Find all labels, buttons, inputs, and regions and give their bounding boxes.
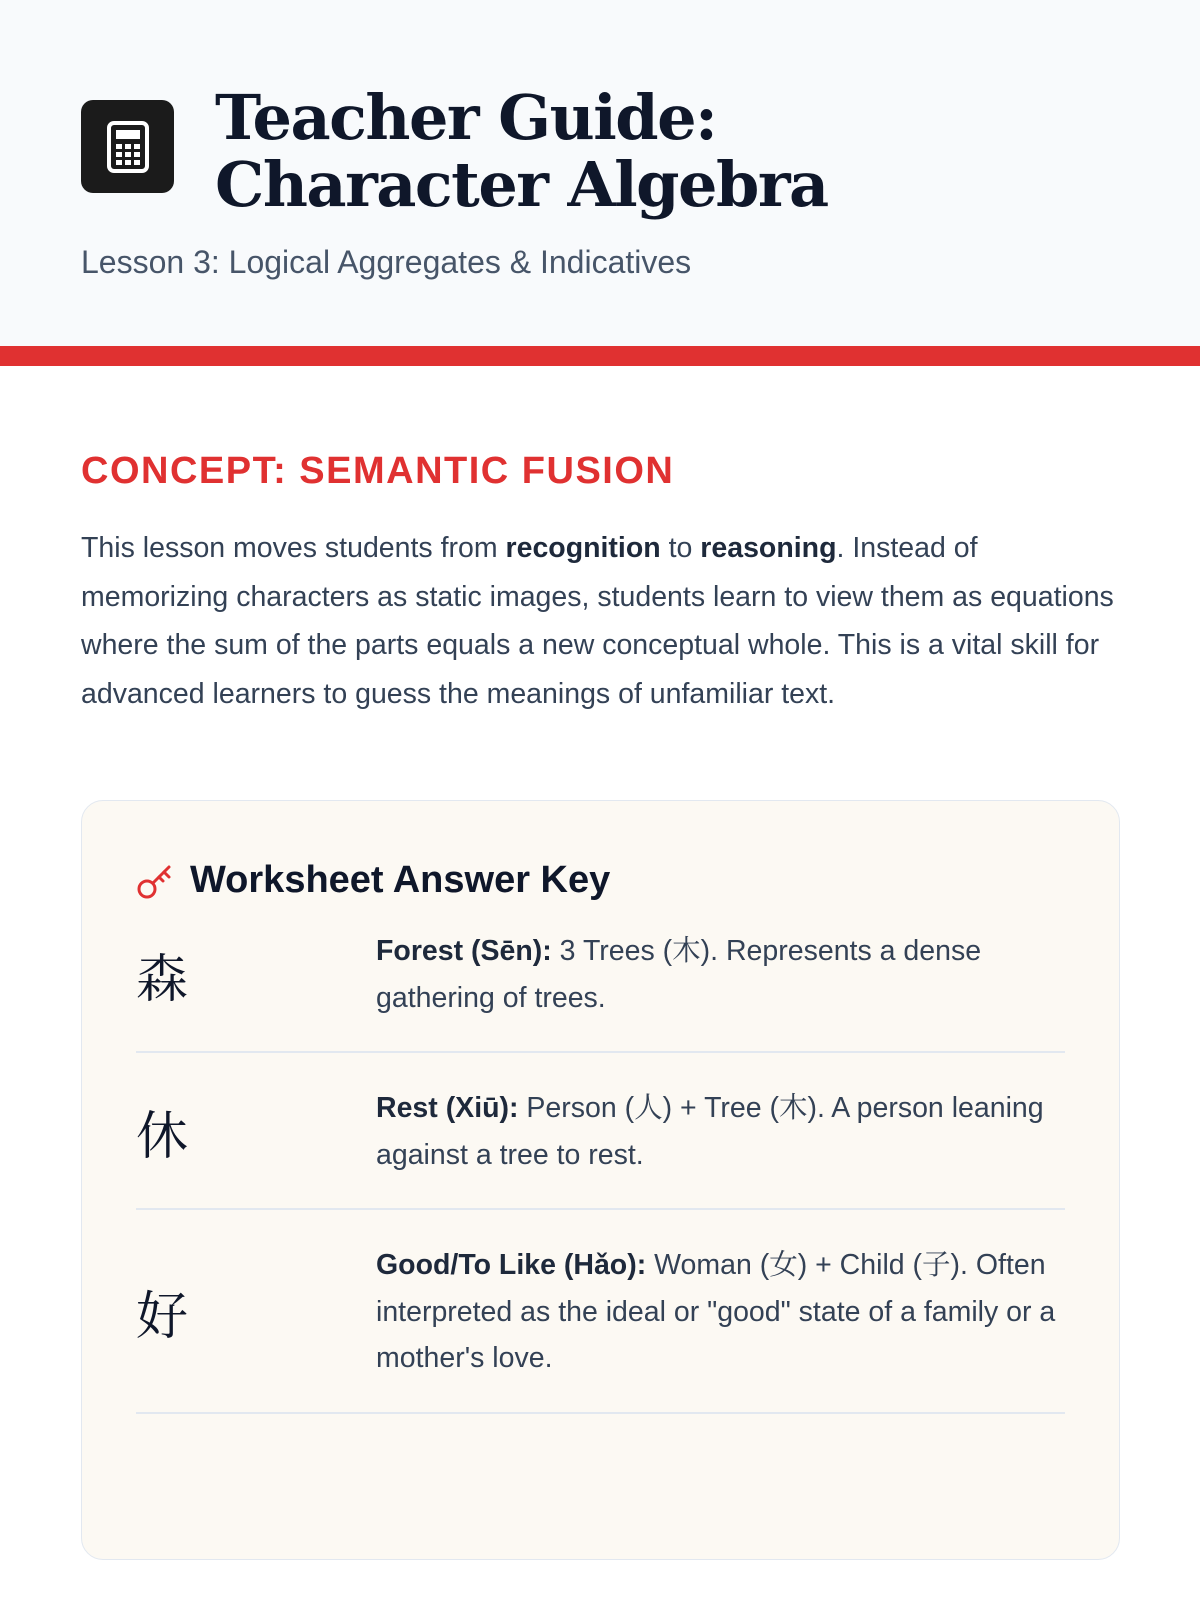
- concept-text: This lesson moves students from: [81, 532, 506, 564]
- concept-heading: CONCEPT: SEMANTIC FUSION: [81, 450, 675, 492]
- page-subtitle: Lesson 3: Logical Aggregates & Indicatives: [81, 244, 692, 280]
- answer-key-card: [81, 800, 1120, 1560]
- calculator-icon: [81, 100, 174, 193]
- character-glyph: 森: [136, 950, 189, 1010]
- answer-row: [136, 902, 1065, 1053]
- concept-keyword-recognition: recognition: [505, 532, 661, 564]
- character-glyph: 好: [136, 1287, 189, 1348]
- character-glyph: 休: [136, 1107, 189, 1167]
- answer-explanation: 3 Trees (木). Represents a dense gathering of trees.: [376, 935, 982, 1014]
- answer-description: [376, 928, 1065, 1021]
- answer-key-title: Worksheet Answer Key: [190, 859, 611, 901]
- key-icon: [136, 862, 174, 900]
- answer-term: Forest (Sēn):: [376, 935, 552, 967]
- answer-explanation: Woman (女) + Child (子). Often interpreted as the ideal or "good" state of a family or a mother's love.: [376, 1249, 1056, 1374]
- answer-explanation: Person (人) + Tree (木). A person leaning against a tree to rest.: [376, 1092, 1044, 1171]
- answer-row: [136, 1210, 1065, 1414]
- title-row: [81, 81, 1200, 221]
- concept-text: to: [660, 532, 701, 564]
- concept-body: [81, 524, 1119, 718]
- answer-description: [376, 1085, 1065, 1178]
- answer-term: Rest (Xiū):: [376, 1092, 519, 1124]
- answer-key-header: [136, 859, 1065, 902]
- concept-text: . Instead of memorizing characters as static images, students learn to view them as equations where the sum of the parts equals a new conceptual whole. This is a vital skill for advanced learners to guess the meanings of unfamiliar text.: [81, 532, 1114, 710]
- answer-description: [376, 1242, 1065, 1382]
- answer-term: Good/To Like (Hǎo):: [376, 1249, 647, 1281]
- answer-row: [136, 1053, 1065, 1210]
- page-title: Teacher Guide: Character Algebra: [215, 81, 828, 221]
- concept-keyword-reasoning: reasoning: [700, 532, 837, 564]
- main-content: [0, 366, 1200, 1560]
- page-header: [0, 0, 1200, 366]
